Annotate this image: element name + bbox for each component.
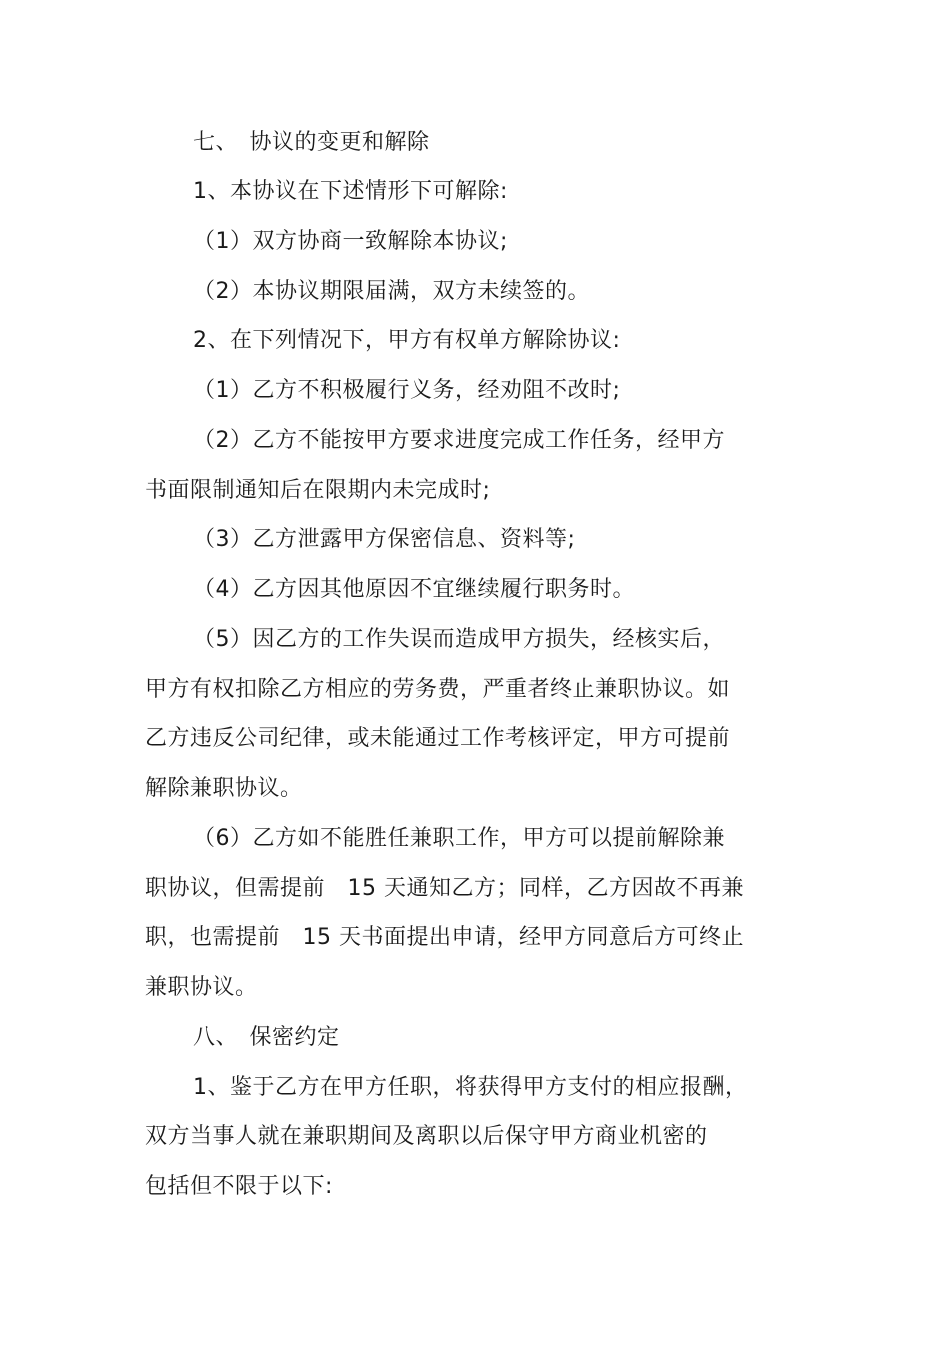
paragraph-line: 兼职协议。 [145, 975, 258, 1000]
paragraph-line: （6）乙方如不能胜任兼职工作，甲方可以提前解除兼 [193, 826, 725, 851]
paragraph-line: （1）乙方不积极履行义务，经劝阻不改时; [193, 378, 621, 403]
section-heading-7: 七、 协议的变更和解除 [193, 130, 430, 155]
paragraph-line: 2、在下列情况下，甲方有权单方解除协议: [193, 328, 621, 353]
paragraph-line: （4）乙方因其他原因不宜继续履行职务时。 [193, 577, 635, 602]
paragraph-line: （2）本协议期限届满，双方未续签的。 [193, 279, 590, 304]
paragraph-line: （2）乙方不能按甲方要求进度完成工作任务，经甲方 [193, 428, 725, 453]
paragraph-line: （5）因乙方的工作失误而造成甲方损失，经核实后， [193, 627, 725, 652]
paragraph-line: 职，也需提前 15 天书面提出申请，经甲方同意后方可终止 [145, 925, 744, 950]
paragraph-line: 双方当事人就在兼职期间及离职以后保守甲方商业机密的 [145, 1124, 708, 1149]
paragraph-line: （3）乙方泄露甲方保密信息、资料等; [193, 527, 576, 552]
section-heading-8: 八、 保密约定 [193, 1025, 340, 1050]
paragraph-line: 乙方违反公司纪律，或未能通过工作考核评定，甲方可提前 [145, 726, 731, 751]
paragraph-line: （1）双方协商一致解除本协议; [193, 229, 508, 254]
paragraph-line: 解除兼职协议。 [145, 776, 303, 801]
paragraph-line: 1、本协议在下述情形下可解除: [193, 179, 508, 204]
paragraph-line: 职协议，但需提前 15 天通知乙方；同样，乙方因故不再兼 [145, 876, 744, 901]
paragraph-line: 书面限制通知后在限期内未完成时; [145, 478, 491, 503]
paragraph-line: 甲方有权扣除乙方相应的劳务费，严重者终止兼职协议。如 [145, 677, 731, 702]
paragraph-line: 包括但不限于以下: [145, 1174, 333, 1199]
paragraph-line: 1、鉴于乙方在甲方任职，将获得甲方支付的相应报酬， [193, 1075, 748, 1100]
